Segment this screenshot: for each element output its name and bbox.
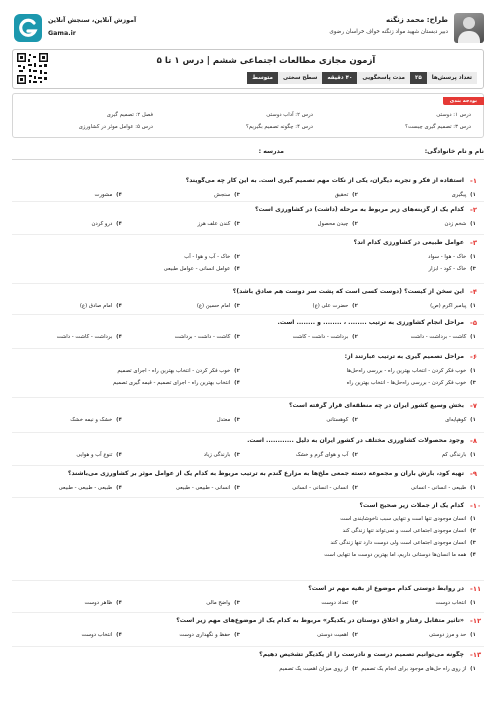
question-text: در روابط دوستی کدام موضوع از بقیه مهم تر است؟ xyxy=(308,585,464,592)
option-text: اهمیت دوستی xyxy=(317,632,349,638)
answer-option[interactable] xyxy=(445,416,478,424)
option-text: از روی میزان اهمیت یک تصمیم xyxy=(279,666,349,672)
question-number: ۵- xyxy=(470,319,477,327)
option-text: کوهستانی xyxy=(326,417,349,423)
answer-option[interactable] xyxy=(361,665,478,673)
question-number: ۳- xyxy=(470,239,477,247)
question-number: ۲- xyxy=(470,206,477,214)
qr-code-icon[interactable] xyxy=(16,52,49,85)
option-text: معتدل xyxy=(216,417,231,423)
lesson-item: درس ۳: تصمیم گیری چیست؟ xyxy=(405,124,471,130)
option-text: از روی راه حل‌های موجود برای انجام یک تصمیم xyxy=(361,666,467,672)
answer-option[interactable] xyxy=(442,451,478,459)
answer-option[interactable] xyxy=(429,631,478,639)
question-text: تهیه کود، بارش باران و مجموعه دسته جمعی ملخ‌ها به مزارع گندم به ترتیب مربوط به کدام یک از عوامل موثر بر کشاورزی می‌باشند؟ xyxy=(67,470,464,477)
answer-option[interactable] xyxy=(343,527,478,535)
question-text: استفاده از فکر و تجربه دیگران، یکی از نکات مهم تصمیم گیری است. به این کار چه می‌گویند؟ xyxy=(185,177,464,184)
option-number: ۳) xyxy=(470,540,476,546)
option-text: چیدن محصول xyxy=(317,221,349,227)
question-text: بخش وسیع کشور ایران در چه منطقه‌ای قرار گرفته است؟ xyxy=(289,402,464,409)
question-text: عوامل طبیعی در کشاورزی کدام اند؟ xyxy=(353,239,464,246)
question-number: ۱- xyxy=(470,177,477,185)
question-number: ۴- xyxy=(470,288,477,296)
option-text: برداشت - داشت - کاشت xyxy=(292,334,349,340)
option-text: بارندگی زیاد xyxy=(203,452,231,458)
option-number: ۱) xyxy=(470,452,476,458)
question-divider xyxy=(12,465,484,466)
option-text: انتخاب دوست xyxy=(435,600,467,606)
option-number: ۴) xyxy=(116,452,122,458)
question-text: مراحل تصمیم گیری به ترتیب عبارتند از: xyxy=(344,353,464,360)
option-number: ۳) xyxy=(234,334,240,340)
answer-option[interactable] xyxy=(340,515,478,523)
lesson-item: درس ۴: چگونه تصمیم بگیریم؟ xyxy=(245,124,313,130)
option-text: همه ما انسان‌ها دوستانی داریم، اما بهترین دوست ما تنهایی است xyxy=(324,552,467,558)
exam-stats xyxy=(247,72,477,84)
question-divider xyxy=(12,646,484,647)
brand-title: آموزش آنلاین، سنجش آنلاین xyxy=(48,17,137,24)
option-number: ۱) xyxy=(470,666,476,672)
option-number: ۲) xyxy=(470,528,476,534)
answer-option[interactable] xyxy=(164,265,242,273)
option-number: ۴) xyxy=(116,632,122,638)
page-header xyxy=(12,12,484,46)
answer-option[interactable] xyxy=(296,451,360,459)
answer-option[interactable] xyxy=(94,191,124,199)
option-number: ۲) xyxy=(352,666,358,672)
option-number: ۴) xyxy=(116,221,122,227)
question-text: چگونه می‌توانیم تصمیم درست و نادرست را از یکدیگر تشخیص دهیم؟ xyxy=(259,651,464,658)
answer-option[interactable] xyxy=(429,265,478,273)
question-number: ۱۳- xyxy=(470,651,482,659)
option-text: حد و مرز دوستی xyxy=(428,632,467,638)
answer-option[interactable] xyxy=(444,220,478,228)
answer-option[interactable] xyxy=(91,220,124,228)
option-text: کوهپایه‌ای xyxy=(445,417,467,423)
answer-option[interactable] xyxy=(279,665,360,673)
option-text: بارندگی کم xyxy=(441,452,467,458)
question-divider xyxy=(12,234,484,235)
option-number: ۱) xyxy=(470,632,476,638)
option-number: ۲) xyxy=(352,221,358,227)
question-text: وجود محصولات کشاورزی مختلف در کشور ایران به دلیل ............ است. xyxy=(247,437,464,444)
question-number: ۶- xyxy=(470,353,477,361)
option-text: کاشت - داشت - برداشت xyxy=(174,334,231,340)
lessons-box xyxy=(12,93,484,138)
option-text: تحقیق xyxy=(334,192,349,198)
option-text: خاک - کود - ابزار xyxy=(428,266,467,272)
student-name-label: نام و نام خانوادگی: xyxy=(424,148,484,155)
option-number: ۱) xyxy=(470,303,476,309)
author-block xyxy=(294,12,484,46)
option-number: ۲) xyxy=(352,632,358,638)
option-text: پیگیری xyxy=(451,192,467,198)
option-text: برداشت - کاشت - داشت xyxy=(56,334,113,340)
question-text: این سخن از کیست؟ (دوست کسی است که پشت سر دوست هم صادق باشد)؟ xyxy=(232,288,464,295)
answer-option[interactable] xyxy=(214,191,242,199)
option-text: طبیعی - طبیعی - طبیعی xyxy=(58,485,113,491)
stat-value-duration: ۴۰ دقیقه xyxy=(322,72,357,84)
option-text: پیامبر اکرم (ص) xyxy=(430,303,467,309)
option-text: انسان موجودی اجتماعی است ولی دوست دارد تنها زندگی کند xyxy=(330,540,467,546)
option-text: انسان موجودی اجتماعی است و نمی‌تواند تنها زندگی کند xyxy=(342,528,467,534)
option-number: ۴) xyxy=(234,266,240,272)
brand-block[interactable] xyxy=(12,12,172,46)
lesson-item: درس ۵: عوامل موثر در کشاورزی xyxy=(78,124,153,130)
question-divider xyxy=(12,283,484,284)
option-text: ظاهر دوست xyxy=(84,600,113,606)
answer-option[interactable] xyxy=(206,599,242,607)
option-number: ۳) xyxy=(234,600,240,606)
question-number: ۱۲- xyxy=(470,617,482,625)
option-text: انسانی - طبیعی - طبیعی xyxy=(175,485,231,491)
question-text: کدام یک از گزینه‌های زیر مربوط به مرحله (داشت) در کشاورزی است؟ xyxy=(254,206,464,213)
answer-option[interactable] xyxy=(176,484,242,492)
brand-url[interactable]: Gama.ir xyxy=(48,30,76,37)
question-divider xyxy=(12,314,484,315)
answer-option[interactable] xyxy=(318,220,360,228)
answer-option[interactable] xyxy=(179,631,242,639)
option-number: ۳) xyxy=(234,417,240,423)
author-avatar xyxy=(454,13,484,43)
option-number: ۲) xyxy=(352,303,358,309)
option-number: ۱) xyxy=(470,368,476,374)
lesson-item: درس ۱: دوستی xyxy=(436,112,471,118)
answer-option[interactable] xyxy=(436,599,479,607)
question-number: ۱۰- xyxy=(470,502,482,510)
answer-option[interactable] xyxy=(313,302,360,310)
option-number: ۳) xyxy=(234,632,240,638)
question-divider xyxy=(12,432,484,433)
option-number: ۳) xyxy=(234,221,240,227)
option-number: ۴) xyxy=(234,380,240,386)
answer-option[interactable] xyxy=(335,191,360,199)
option-number: ۲) xyxy=(352,600,358,606)
option-number: ۳) xyxy=(470,266,476,272)
stat-label-difficulty: سطح سختی xyxy=(278,72,322,84)
answer-option[interactable] xyxy=(411,333,478,341)
option-text: تنوع آب و هوایی xyxy=(76,452,113,458)
question-text: مراحل انجام کشاورزی به ترتیب ........ ، ........ و ........ است. xyxy=(277,319,464,326)
answer-option[interactable] xyxy=(197,302,242,310)
option-text: انسانی - انسانی - انسانی xyxy=(292,485,349,491)
option-number: ۴) xyxy=(116,303,122,309)
option-number: ۴) xyxy=(116,417,122,423)
question-text: «تاثیر متقابل رفتار و اخلاق دوستان در یکدیگر» مربوط به کدام یک از موضوع‌های مهم زیر است؟ xyxy=(176,617,464,624)
answer-option[interactable] xyxy=(70,416,124,424)
answer-option[interactable] xyxy=(428,253,478,261)
option-number: ۳) xyxy=(234,192,240,198)
option-text: خوب فکر کردن - بررسی راه‌حل‌ها - انتخاب بهترین راه xyxy=(346,380,467,386)
option-text: خاک - آب و هوا - آب xyxy=(184,254,231,260)
option-number: ۱) xyxy=(470,417,476,423)
answer-option[interactable] xyxy=(293,333,360,341)
option-text: انسان موجودی تنها است و تنهایی سبب ناخوشایندی است xyxy=(340,516,467,522)
option-number: ۱) xyxy=(470,516,476,522)
answer-option[interactable] xyxy=(347,367,478,375)
option-text: درو کردن xyxy=(91,221,113,227)
answer-option[interactable] xyxy=(184,253,242,261)
option-number: ۲) xyxy=(352,417,358,423)
answer-option[interactable] xyxy=(85,599,124,607)
stat-label-duration: مدت پاسخگویی xyxy=(357,72,410,84)
option-number: ۴) xyxy=(116,600,122,606)
lesson-item: فصل ۲: تصمیم گیری xyxy=(106,112,153,118)
answer-option[interactable] xyxy=(113,379,242,387)
answer-option[interactable] xyxy=(204,451,242,459)
option-number: ۲) xyxy=(352,334,358,340)
author-school: دبیر دبستان شهید مواد زنگنه خواف خراسان رضوی xyxy=(329,29,448,35)
option-number: ۲) xyxy=(352,485,358,491)
option-number: ۳) xyxy=(234,485,240,491)
option-text: واضح مالی xyxy=(206,600,231,606)
option-number: ۳) xyxy=(234,303,240,309)
option-text: انتخاب دوست xyxy=(81,632,113,638)
option-text: خاک - هوا - سواد xyxy=(428,254,467,260)
answer-option[interactable] xyxy=(175,333,242,341)
option-text: حفظ و نگهداری دوست xyxy=(179,632,231,638)
stat-label-questions: تعداد پرسش‌ها xyxy=(427,72,477,84)
option-number: ۴) xyxy=(470,552,476,558)
answer-option[interactable] xyxy=(117,367,242,375)
answer-option[interactable] xyxy=(347,379,478,387)
option-text: امام حسین (ع) xyxy=(196,303,231,309)
answer-option[interactable] xyxy=(59,484,124,492)
option-number: ۱) xyxy=(470,485,476,491)
stat-value-questions: ۲۵ xyxy=(410,72,427,84)
option-number: ۳) xyxy=(234,452,240,458)
option-number: ۲) xyxy=(234,368,240,374)
answer-option[interactable] xyxy=(326,416,360,424)
option-number: ۱) xyxy=(470,600,476,606)
option-text: خوب فکر کردن - انتخاب بهترین راه - اجرای تصمیم xyxy=(117,368,231,374)
answer-option[interactable] xyxy=(331,539,478,547)
option-text: سنجش xyxy=(214,192,231,198)
option-number: ۴) xyxy=(116,485,122,491)
option-text: خوب فکر کردن - انتخاب بهترین راه - بررسی راه‌حل‌ها xyxy=(346,368,467,374)
option-text: طبیعی - انسانی - انسانی xyxy=(411,485,467,491)
option-number: ۲) xyxy=(352,452,358,458)
answer-option[interactable] xyxy=(57,333,124,341)
question-divider xyxy=(12,612,484,613)
question-number: ۷- xyxy=(470,402,477,410)
exam-info-box xyxy=(12,49,484,89)
answer-option[interactable] xyxy=(217,416,242,424)
option-text: عوامل انسانی - عوامل طبیعی xyxy=(163,266,231,272)
author-name: طراح: محمد زنگنه xyxy=(385,16,448,24)
option-text: شخم زدن xyxy=(444,221,467,227)
exam-title: آزمون مجازی مطالعات اجتماعی ششم | درس ۱ تا ۵ xyxy=(156,56,376,66)
question-number: ۹- xyxy=(470,470,477,478)
option-number: ۲) xyxy=(234,254,240,260)
question-divider xyxy=(12,348,484,349)
option-text: حضرت علی (ع) xyxy=(312,303,349,309)
option-number: ۱) xyxy=(470,334,476,340)
option-text: امام صادق (ع) xyxy=(79,303,113,309)
option-number: ۱) xyxy=(470,221,476,227)
option-text: آب و هوای گرم و خشک xyxy=(295,452,349,458)
answer-option[interactable] xyxy=(197,220,242,228)
option-text: خشک و نیمه خشک xyxy=(70,417,113,423)
answer-option[interactable] xyxy=(76,451,124,459)
question-text: کدام یک از جملات زیر صحیح است؟ xyxy=(359,502,464,509)
option-number: ۴) xyxy=(116,192,122,198)
answer-option[interactable] xyxy=(430,302,478,310)
option-text: انتخاب بهترین راه - اجرای تصمیم - قیمه گیری تصمیم xyxy=(113,380,231,386)
option-text: تعداد دوست xyxy=(321,600,349,606)
option-number: ۲) xyxy=(352,192,358,198)
question-number: ۸- xyxy=(470,437,477,445)
answer-option[interactable] xyxy=(452,191,478,199)
answer-option[interactable] xyxy=(324,551,478,559)
question-divider xyxy=(12,201,484,202)
school-label: مدرسه : xyxy=(258,148,284,155)
answer-option[interactable] xyxy=(317,631,360,639)
option-text: کاشت - برداشت - داشت xyxy=(410,334,467,340)
option-text: مشورت xyxy=(94,192,113,198)
answer-option[interactable] xyxy=(80,302,124,310)
gama-logo-icon xyxy=(14,14,42,42)
answer-option[interactable] xyxy=(292,484,360,492)
lesson-item: درس ۲: آداب دوستی xyxy=(266,112,313,118)
option-number: ۱) xyxy=(470,192,476,198)
lessons-ribbon: بودجه بندی xyxy=(443,97,484,105)
stat-value-difficulty: متوسط xyxy=(247,72,278,84)
question-divider xyxy=(12,397,484,398)
answer-option[interactable] xyxy=(411,484,478,492)
answer-option[interactable] xyxy=(82,631,125,639)
option-number: ۳) xyxy=(470,380,476,386)
question-divider xyxy=(12,497,484,498)
answer-option[interactable] xyxy=(321,599,360,607)
option-number: ۴) xyxy=(116,334,122,340)
option-number: ۱) xyxy=(470,254,476,260)
question-divider xyxy=(12,580,484,581)
question-number: ۱۱- xyxy=(470,585,482,593)
student-info-row xyxy=(12,146,484,160)
option-text: کندن علف هرز xyxy=(197,221,231,227)
